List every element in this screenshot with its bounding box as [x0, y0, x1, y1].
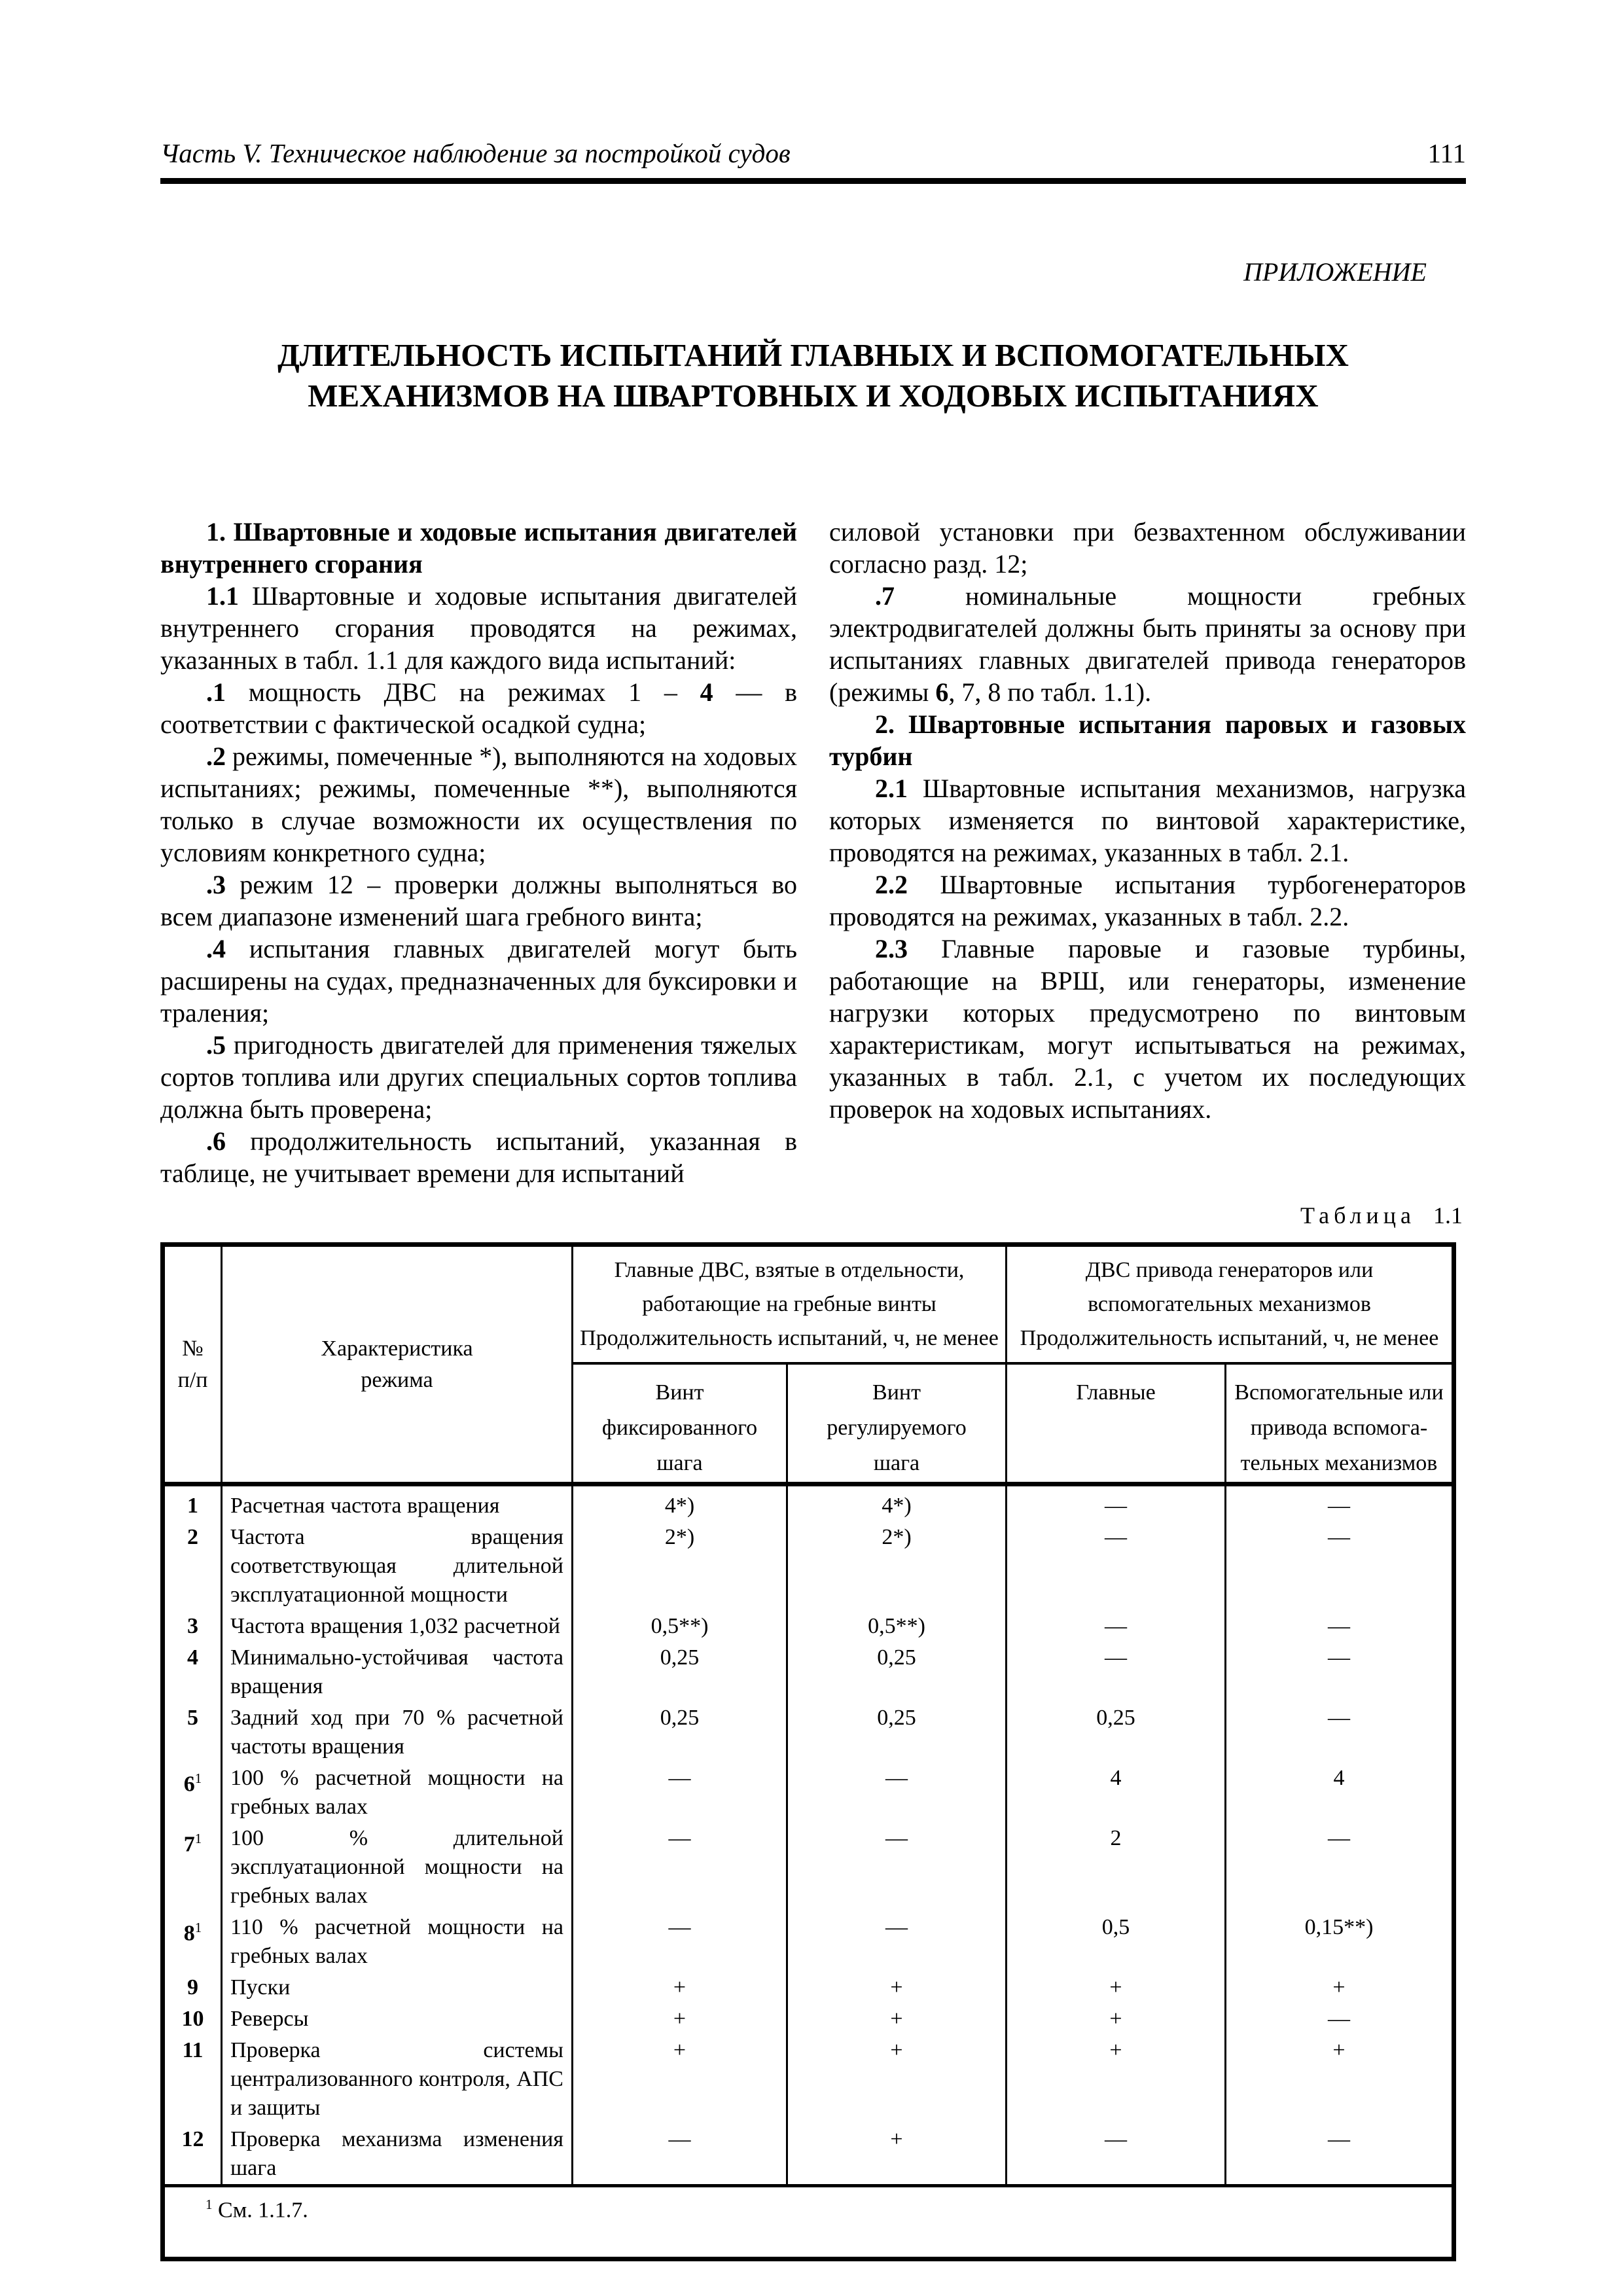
table-row: [163, 2003, 1454, 2035]
row-label: Расчетная частота вращения: [222, 1484, 573, 1522]
table-caption: [1300, 1202, 1463, 1229]
header-line: Главные: [1076, 1380, 1156, 1405]
text: режим 12 – проверки должны выполняться во всем диапазоне изменений шага гребного винта;: [160, 870, 797, 931]
header-line: фиксированного: [601, 1416, 758, 1440]
row-value: 4*): [573, 1484, 787, 1522]
header-row-number: [163, 1245, 222, 1484]
paragraph: [160, 580, 797, 676]
row-value: +: [787, 1972, 1007, 2003]
row-value: —: [1226, 1642, 1454, 1702]
row-value: 0,25: [573, 1642, 787, 1702]
text: испытания главных двигателей могут быть расширены на судах, предназначенных для буксировки и траления;: [160, 934, 797, 1028]
row-label: Задний ход при 70 % расчетной частоты вращения: [222, 1702, 573, 1763]
row-number: 9: [163, 1972, 222, 2003]
row-label: Минимально-устойчивая частота вращения: [222, 1642, 573, 1702]
paragraph: [829, 580, 1466, 708]
paragraph: [829, 516, 1466, 580]
row-value: 0,5**): [573, 1611, 787, 1642]
header-controllable-pitch-propeller: [787, 1363, 1007, 1484]
row-label: Проверка механизма изменения шага: [222, 2124, 573, 2186]
row-value: +: [1226, 1972, 1454, 2003]
header-line: Вспомогательные или: [1234, 1380, 1444, 1405]
row-value: +: [1226, 2035, 1454, 2124]
bold-text: .7: [875, 581, 895, 611]
row-value: —: [787, 1912, 1007, 1972]
row-value: 2: [1007, 1823, 1226, 1912]
row-value: 2*): [573, 1522, 787, 1611]
row-value: —: [1007, 1642, 1226, 1702]
header-group-generator-engines: [1007, 1245, 1454, 1364]
row-value: +: [1007, 1972, 1226, 2003]
row-value: —: [1226, 1823, 1454, 1912]
bold-text: .3: [206, 870, 226, 899]
row-value: +: [573, 2003, 787, 2035]
row-value: 0,25: [787, 1702, 1007, 1763]
header-line: ДВС привода генераторов или: [1085, 1258, 1374, 1282]
row-value: —: [573, 1912, 787, 1972]
header-line: регулируемого: [827, 1416, 967, 1440]
row-number: 4: [163, 1642, 222, 1702]
bold-text: .6: [206, 1126, 226, 1156]
header-line: Продолжительность испытаний, ч, не менее: [1020, 1326, 1439, 1350]
table-caption-word: Таблица: [1300, 1202, 1416, 1229]
header-line: №: [182, 1336, 204, 1361]
table-row: [163, 1642, 1454, 1702]
paragraph: [829, 708, 1466, 772]
text: , 7, 8 по табл. 1.1).: [948, 677, 1152, 707]
text: Главные паровые и газовые турбины, работающие на ВРШ, или генераторы, изменение нагрузки которых предусмотрено по винтовым характеристикам, могут испытываться на режимах, указанных в табл. 2.1, с учетом их последующих проверок на ходовых испытаниях.: [829, 934, 1466, 1124]
bold-text: 2.3: [875, 934, 908, 963]
bold-text: 1. Швартовные и ходовые испытания двигателей внутреннего сгорания: [160, 517, 797, 579]
bold-text: 6: [935, 677, 949, 707]
row-value: —: [1007, 1484, 1226, 1522]
row-value: 4: [1226, 1763, 1454, 1823]
row-value: —: [1226, 2003, 1454, 2035]
header-line: Винт: [655, 1380, 704, 1405]
table-body: [163, 1484, 1454, 2186]
left-column: [160, 516, 797, 1189]
header-auxiliary: [1226, 1363, 1454, 1484]
table-wrapper: [160, 1242, 1456, 2261]
header-line: вспомогательных механизмов: [1088, 1292, 1371, 1316]
bold-text: 2.1: [875, 774, 908, 803]
row-number: 11: [163, 2035, 222, 2124]
right-column: [829, 516, 1466, 1189]
header-line: привода вспомога-: [1250, 1416, 1428, 1440]
row-value: 0,15**): [1226, 1912, 1454, 1972]
table-row: [163, 1763, 1454, 1823]
row-label: Проверка системы централизованного контроля, АПС и защиты: [222, 2035, 573, 2124]
body-columns: [160, 516, 1466, 1189]
row-number: 1: [163, 1484, 222, 1522]
doc-title: ДЛИТЕЛЬНОСТЬ ИСПЫТАНИЙ ГЛАВНЫХ И ВСПОМОГАТЕЛЬНЫХ МЕХАНИЗМОВ НА ШВАРТОВНЫХ И ХОДОВЫХ ИСПЫТАНИЯХ: [277, 337, 1349, 414]
table-row: [163, 1912, 1454, 1972]
row-number-superscript: 1: [194, 1831, 202, 1846]
text: Швартовные и ходовые испытания двигателей внутреннего сгорания проводятся на режимах, указанных в табл. 1.1 для каждого вида испытаний:: [160, 581, 797, 675]
table-footnote: [163, 2186, 1454, 2259]
row-number: 5: [163, 1702, 222, 1763]
row-value: 0,25: [787, 1642, 1007, 1702]
row-label: Реверсы: [222, 2003, 573, 2035]
text: силовой установки при безвахтенном обслуживании согласно разд. 12;: [829, 517, 1466, 579]
paragraph: [160, 516, 797, 580]
row-value: 2*): [787, 1522, 1007, 1611]
header-group-main-engines: [573, 1245, 1007, 1364]
table-row: [163, 1611, 1454, 1642]
table-caption-number: 1.1: [1433, 1202, 1463, 1229]
bold-text: .1: [206, 677, 226, 707]
paragraph: [160, 1029, 797, 1125]
row-value: +: [1007, 2003, 1226, 2035]
row-value: 4*): [787, 1484, 1007, 1522]
bold-text: 1.1: [206, 581, 239, 611]
bold-text: .2: [206, 742, 226, 771]
header-line: работающие на гребные винты: [642, 1292, 936, 1316]
row-value: +: [573, 1972, 787, 2003]
footnote-marker: 1: [205, 2197, 213, 2212]
footnote-text: См. 1.1.7.: [212, 2198, 308, 2223]
page-header: [160, 137, 1466, 184]
row-value: —: [1007, 1611, 1226, 1642]
paragraph: [160, 1125, 797, 1189]
header-line: Главные ДВС, взятые в отдельности,: [614, 1258, 965, 1282]
row-value: +: [1007, 2035, 1226, 2124]
page-number: 111: [1427, 138, 1466, 168]
row-number: $8^1$: [163, 1912, 222, 1972]
header-line: Продолжительность испытаний, ч, не менее: [580, 1326, 999, 1350]
paragraph: [160, 676, 797, 740]
row-label: 100 % расчетной мощности на гребных валах: [222, 1763, 573, 1823]
header-line: режима: [361, 1367, 433, 1392]
row-label: Пуски: [222, 1972, 573, 2003]
row-number-superscript: 1: [194, 1920, 202, 1935]
table-row: [163, 1823, 1454, 1912]
bold-text: 4: [700, 677, 713, 707]
text: режимы, помеченные *), выполняются на ходовых испытаниях; режимы, помеченные **), выполняются только в случае возможности их осуществления по условиям конкретного судна;: [160, 742, 797, 867]
row-value: —: [573, 1823, 787, 1912]
row-number: 10: [163, 2003, 222, 2035]
row-label: 110 % расчетной мощности на гребных валах: [222, 1912, 573, 1972]
row-value: —: [1007, 2124, 1226, 2186]
row-value: —: [1226, 1522, 1454, 1611]
row-number: $6^1$: [163, 1763, 222, 1823]
annex-label: ПРИЛОЖЕНИЕ: [1243, 257, 1427, 287]
row-value: —: [573, 1763, 787, 1823]
row-label: 100 % длительной эксплуатационной мощности на гребных валах: [222, 1823, 573, 1912]
bold-text: .4: [206, 934, 226, 963]
header-line: Характеристика: [321, 1336, 473, 1361]
row-label: Частота вращения соответствующая длительной эксплуатационной мощности: [222, 1522, 573, 1611]
footnote-row: [163, 2186, 1454, 2259]
row-value: +: [787, 2124, 1007, 2186]
row-value: +: [573, 2035, 787, 2124]
row-number: 3: [163, 1611, 222, 1642]
running-title: Часть V. Техническое наблюдение за постройкой судов: [160, 138, 791, 168]
paragraph: [160, 869, 797, 933]
row-value: —: [1226, 1702, 1454, 1763]
text: номинальные мощности гребных электродвигателей должны быть приняты за основу при испытаниях главных двигателей привода генераторов (режимы: [829, 581, 1466, 707]
row-label: Частота вращения 1,032 расчетной: [222, 1611, 573, 1642]
row-value: 0,25: [1007, 1702, 1226, 1763]
paragraph: [160, 740, 797, 869]
table-row: [163, 1522, 1454, 1611]
bold-text: 2.2: [875, 870, 908, 899]
table-row: [163, 2124, 1454, 2186]
row-value: —: [1226, 2124, 1454, 2186]
table-row: [163, 1702, 1454, 1763]
row-value: —: [787, 1763, 1007, 1823]
row-value: +: [787, 2003, 1007, 2035]
bold-text: .5: [206, 1030, 226, 1060]
test-duration-table: [160, 1242, 1456, 2261]
row-value: +: [787, 2035, 1007, 2124]
row-number: 2: [163, 1522, 222, 1611]
row-value: 0,5: [1007, 1912, 1226, 1972]
text: продолжительность испытаний, указанная в таблице, не учитывает времени для испытаний: [160, 1126, 797, 1188]
text: Швартовные испытания турбогенераторов проводятся на режимах, указанных в табл. 2.2.: [829, 870, 1466, 931]
row-value: —: [1226, 1484, 1454, 1522]
row-value: —: [1007, 1522, 1226, 1611]
table-row: [163, 2035, 1454, 2124]
row-value: —: [787, 1823, 1007, 1912]
row-value: 4: [1007, 1763, 1226, 1823]
row-value: 0,25: [573, 1702, 787, 1763]
paragraph: [829, 772, 1466, 869]
text: пригодность двигателей для применения тяжелых сортов топлива или других специальных сортов топлива должна быть проверена;: [160, 1030, 797, 1124]
text: мощность ДВС на режимах 1 –: [226, 677, 700, 707]
header-main: [1007, 1363, 1226, 1484]
header-fixed-pitch-propeller: [573, 1363, 787, 1484]
row-number-superscript: 1: [194, 1770, 202, 1786]
header-mode-characteristic: [222, 1245, 573, 1484]
header-line: шага: [656, 1451, 703, 1475]
header-line: п/п: [177, 1367, 208, 1392]
header-line: шага: [873, 1451, 920, 1475]
row-number: $7^1$: [163, 1823, 222, 1912]
text: — в соответствии с фактической осадкой судна;: [160, 677, 798, 739]
paragraph: [829, 933, 1466, 1125]
paragraph: [829, 869, 1466, 933]
header-line: тельных механизмов: [1240, 1451, 1438, 1475]
bold-text: 2. Швартовные испытания паровых и газовых турбин: [829, 709, 1466, 771]
row-value: —: [1226, 1611, 1454, 1642]
text: Швартовные испытания механизмов, нагрузка которых изменяется по винтовой характеристике, проводятся на режимах, указанных в табл. 2.1.: [829, 774, 1466, 867]
row-number: 12: [163, 2124, 222, 2186]
header-line: Винт: [872, 1380, 921, 1405]
table-row: [163, 1972, 1454, 2003]
row-value: —: [573, 2124, 787, 2186]
table-row: [163, 1484, 1454, 1522]
row-value: 0,5**): [787, 1611, 1007, 1642]
paragraph: [160, 933, 797, 1029]
